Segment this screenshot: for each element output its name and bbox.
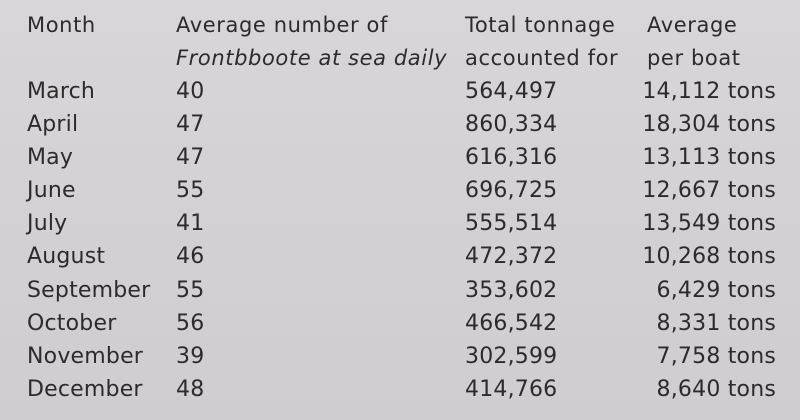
cell-boats: 47 bbox=[176, 145, 205, 170]
header-avg-line2: per boat bbox=[647, 46, 741, 70]
cell-boats: 56 bbox=[176, 311, 205, 336]
header-tonnage-line2: accounted for bbox=[465, 46, 619, 70]
header-month: Month bbox=[27, 13, 96, 37]
cell-month: November bbox=[27, 344, 144, 369]
cell-month: December bbox=[27, 377, 143, 402]
cell-tonnage: 414,766 bbox=[465, 377, 558, 402]
cell-tonnage: 302,599 bbox=[465, 344, 558, 369]
cell-average: 12,667 tons bbox=[642, 178, 776, 203]
cell-tonnage: 555,514 bbox=[465, 211, 558, 236]
header-boats-line1: Average number of bbox=[176, 13, 388, 37]
cell-average: 10,268 tons bbox=[642, 244, 776, 269]
cell-average: 6,429 tons bbox=[656, 278, 776, 303]
cell-boats: 46 bbox=[176, 244, 205, 269]
cell-tonnage: 472,372 bbox=[465, 244, 558, 269]
cell-tonnage: 696,725 bbox=[465, 178, 558, 203]
cell-boats: 39 bbox=[176, 344, 205, 369]
cell-average: 18,304 tons bbox=[642, 112, 776, 137]
cell-tonnage: 616,316 bbox=[465, 145, 558, 170]
cell-average: 8,640 tons bbox=[656, 377, 776, 402]
cell-boats: 55 bbox=[176, 278, 205, 303]
cell-month: August bbox=[27, 244, 106, 269]
cell-month: October bbox=[27, 311, 117, 336]
cell-tonnage: 353,602 bbox=[465, 278, 558, 303]
cell-month: July bbox=[27, 211, 68, 236]
cell-tonnage: 860,334 bbox=[465, 112, 558, 137]
cell-average: 7,758 tons bbox=[656, 344, 776, 369]
cell-boats: 40 bbox=[176, 79, 205, 104]
cell-boats: 47 bbox=[176, 112, 205, 137]
cell-average: 13,113 tons bbox=[642, 145, 776, 170]
cell-tonnage: 466,542 bbox=[465, 311, 558, 336]
header-tonnage-line1: Total tonnage bbox=[465, 13, 616, 37]
header-avg-line1: Average bbox=[647, 13, 738, 37]
header-boats-line2-text: Frontbboote at sea daily bbox=[176, 46, 448, 70]
cell-month: May bbox=[27, 145, 74, 170]
cell-month: September bbox=[27, 278, 151, 303]
cell-tonnage: 564,497 bbox=[465, 79, 558, 104]
cell-average: 14,112 tons bbox=[642, 79, 776, 104]
header-boats-line2 bbox=[176, 44, 447, 72]
cell-boats: 55 bbox=[176, 178, 205, 203]
cell-boats: 41 bbox=[176, 211, 205, 236]
cell-month: April bbox=[27, 112, 79, 137]
cell-boats: 48 bbox=[176, 377, 205, 402]
cell-month: June bbox=[27, 178, 76, 203]
cell-average: 13,549 tons bbox=[642, 211, 776, 236]
cell-month: March bbox=[27, 79, 96, 104]
cell-average: 8,331 tons bbox=[656, 311, 776, 336]
